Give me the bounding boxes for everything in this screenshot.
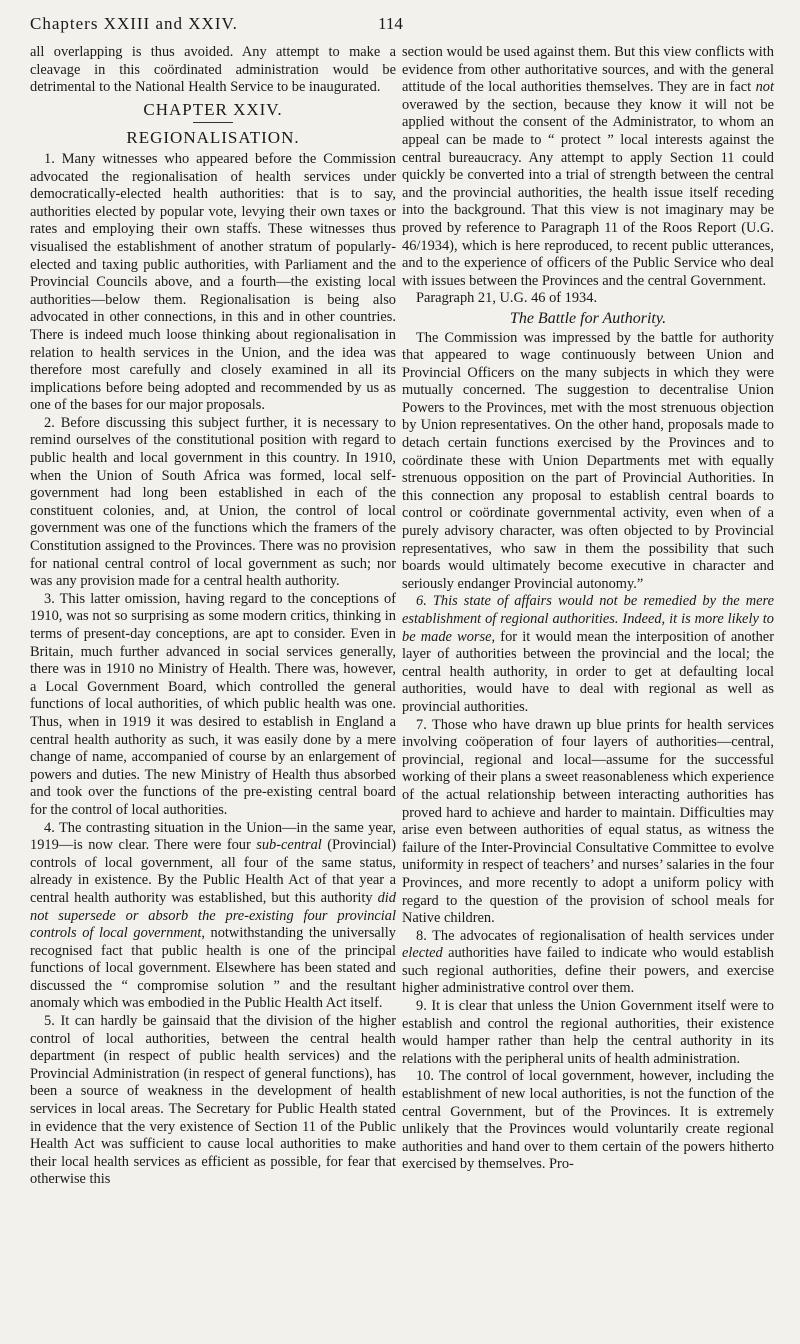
paragraph-4-part-c: , notwithstanding the universally recognised fact that public health is one of the principal functions of local government. Elsewhere has been stated and discussed the “ compromise solution ” and the resultant anomaly which was embodied in the Public Health Act itself. — [30, 925, 396, 1012]
paragraph-4-part-b: (Provincial) controls of local government, all four of the same status, already in existence. By the Public Health Act of that year a central health authority was established, but this authority — [30, 837, 397, 906]
paragraph-8-part-a: 8. The advocates of regionalisation of health services under — [416, 927, 774, 944]
paragraph-4-italic-1: sub-central — [256, 837, 322, 854]
left-paragraph-continued: all overlapping is thus avoided. Any attempt to make a cleavage in this coördinated administration would be detrimental to the National Health Service to be inaugurated. — [30, 44, 396, 96]
right-continued-part-a: section would be used against them. But this view conflicts with evidence from other authoritative sources, and with the general attitude of the local authorities themselves. They are in fact — [402, 44, 774, 96]
paragraph-4-part-a: 4. The contrasting situation in the Union—in the same year, 1919—is now clear. There were four — [30, 819, 396, 854]
right-continued-part-b: overawed by the section, because they know it will not be applied without the consent of the Administrator, to whom an appeal can be made to “ protect ” local interests against the central bureaucracy. Any attempt to apply Section 11 could quickly be converted into a trial of strength between the central and the provincial authorities, the health issue itself receding into the background. That this view is not imaginary may be proved by reference to Paragraph 11 of the Roos Report (U.G. 46/1934), which is here reproduced, to recent public utterances, and to the experience of officers of the Public Service who deal with issues between the Provinces and the central Government. — [402, 96, 774, 289]
paragraph-1: 1. Many witnesses who appeared before the Commission advocated the regionalisation of health services under democratically-elected health authorities: that is to say, authorities elected by popular vote, levying their own taxes or rates and employing their own staffs. These witnesses thus visualised the establishment of another stratum of popularly-elected and taxing public authorities, with Parliament and the Provincial Councils above, and a fourth—the existing local authorities—below them. Regionalisation is being also advocated in other connections, in this and in other countries. There is indeed much loose thinking about regionalisation in relation to health services in the Union, and the idea was therefore most carefully and closely examined in all its implications before being adopted and recommended by us as one of the bases for our major proposals. — [30, 150, 396, 414]
running-head — [30, 8, 770, 38]
right-column — [402, 44, 774, 1174]
paragraph-9: 9. It is clear that unless the Union Government itself were to establish and control the regional authorities, their existence would hamper rather than help the central authority in its relations with the peripheral units of health administration. — [402, 998, 774, 1067]
quote-heading: The Battle for Authority. — [509, 309, 667, 327]
paragraph-10: 10. The control of local government, however, including the establishment of new local authorities, is not the function of the central Government, but of the Provinces. It is extremely unlikely that the Provinces would voluntarily create regional authorities and hand over to them certain of the powers hitherto exercised by themselves. Pro- — [402, 1068, 774, 1173]
paragraph-6-rest: for it would mean the interposition of another layer of authorities between the provincial and the local; the central health authority, in order to get at defaulting local authorities, would have to deal with regional as well as provincial authorities. — [402, 628, 774, 715]
quoted-paragraph: The Commission was impressed by the battle for authority that appeared to wage continuously between Union and Provincial Officers on the many subjects in which they were mutually concerned. The suggestion to decentralise Union Powers to the Provinces, met with the most strenuous objection by Union representatives. On the other hand, proposals made to detach certain functions exercised by the Provinces and to coördinate these with Union Departments met with equally strenuous opposition on the part of Provincial Authorities. In this connection any proposal to establish central boards to control or coördinate governmental activity, even when of a purely advisory character, was often objected to by Provincial representatives, who saw in them the possibility that such boards would ultimately become executive in character and seriously endanger Provincial autonomy.” — [402, 329, 774, 592]
paragraph-6 — [402, 593, 774, 716]
chapter-title: CHAPTER XXIV. — [143, 99, 283, 119]
paragraph-4 — [30, 820, 396, 1014]
right-paragraph-continued — [402, 44, 774, 290]
reference-line: Paragraph 21, U.G. 46 of 1934. — [416, 290, 598, 307]
paragraph-6-italic: 6. This state of affairs would not be remedied by the mere establishment of regional authorities. Indeed, it is more likely to be made worse, — [402, 593, 774, 645]
paragraph-4-italic-2: did not supersede or absorb the pre-existing four provincial controls of local government — [30, 889, 396, 942]
paragraph-8-part-b: authorities have failed to indicate who would establish such regional authorities, define their powers, and exercise higher administrative control over them. — [402, 945, 774, 997]
right-continued-italic: not — [755, 79, 774, 96]
paragraph-3: 3. This latter omission, having regard to the conceptions of 1910, was not so surprising as some modern critics, thinking in terms of present-day conceptions, are apt to consider. Even in Britain, much further advanced in social services generally, there was in 1910 no Ministry of Health. There was, however, a Local Government Board, which controlled the general functions of local authorities, of which public health was one. Thus, when in 1919 it was desired to establish in England a central health authority as such, it was easily done by a mere change of name, accompanied of course by an enlargement of powers and duties. The new Ministry of Health thus absorbed and took over the functions of the pre-existing central board for the control of local authorities. — [30, 590, 396, 818]
title-divider — [193, 122, 233, 123]
page-number: 114 — [378, 14, 403, 33]
paragraph-8-italic: elected — [402, 945, 443, 962]
paragraph-5: 5. It can hardly be gainsaid that the division of the higher control of local authorities, between the central health department (in respect of public health services) and the Provincial Administration (in respect of general functions), has been a source of weakness in the development of health services in local areas. The Secretary for Public Health stated in evidence that the very existence of Section 11 of the Public Health Act was sufficient to cause local authorities to make their local health services as efficient as possible, for fear that otherwise this — [30, 1013, 396, 1188]
paragraph-8 — [402, 928, 774, 998]
left-column — [30, 44, 396, 1189]
running-head-chapters: Chapters XXIII and XXIV. — [30, 14, 238, 33]
section-title: REGIONALISATION. — [126, 128, 300, 148]
paragraph-7: 7. Those who have drawn up blue prints for health services involving coöperation of four layers of authorities—central, provincial, regional and local—assume for the successful working of their plans a sweet reasonableness which experience of the actual relationship between interacting authorities has proved hard to achieve and harder to maintain. Difficulties may arise even between authorities of equal status, as witness the failure of the Inter-Provincial Consultative Committee to evolve uniformity in respect of teachers’ and nurses’ salaries in the four Provinces, and more recently to adopt a uniform policy with regard to the question of the provision of school meals for Native children. — [402, 716, 774, 927]
paragraph-2: 2. Before discussing this subject further, it is necessary to remind ourselves of the constitutional position with regard to public health and local government in this country. In 1910, when the Union of South Africa was formed, local self-government had long been established in each of the constituent colonies, and, at Union, the control of local government was one of the functions which the framers of the Constitution assigned to the Provinces. There was no provision for national central control of local government as such; nor was any provision made for a central health authority. — [30, 414, 396, 590]
